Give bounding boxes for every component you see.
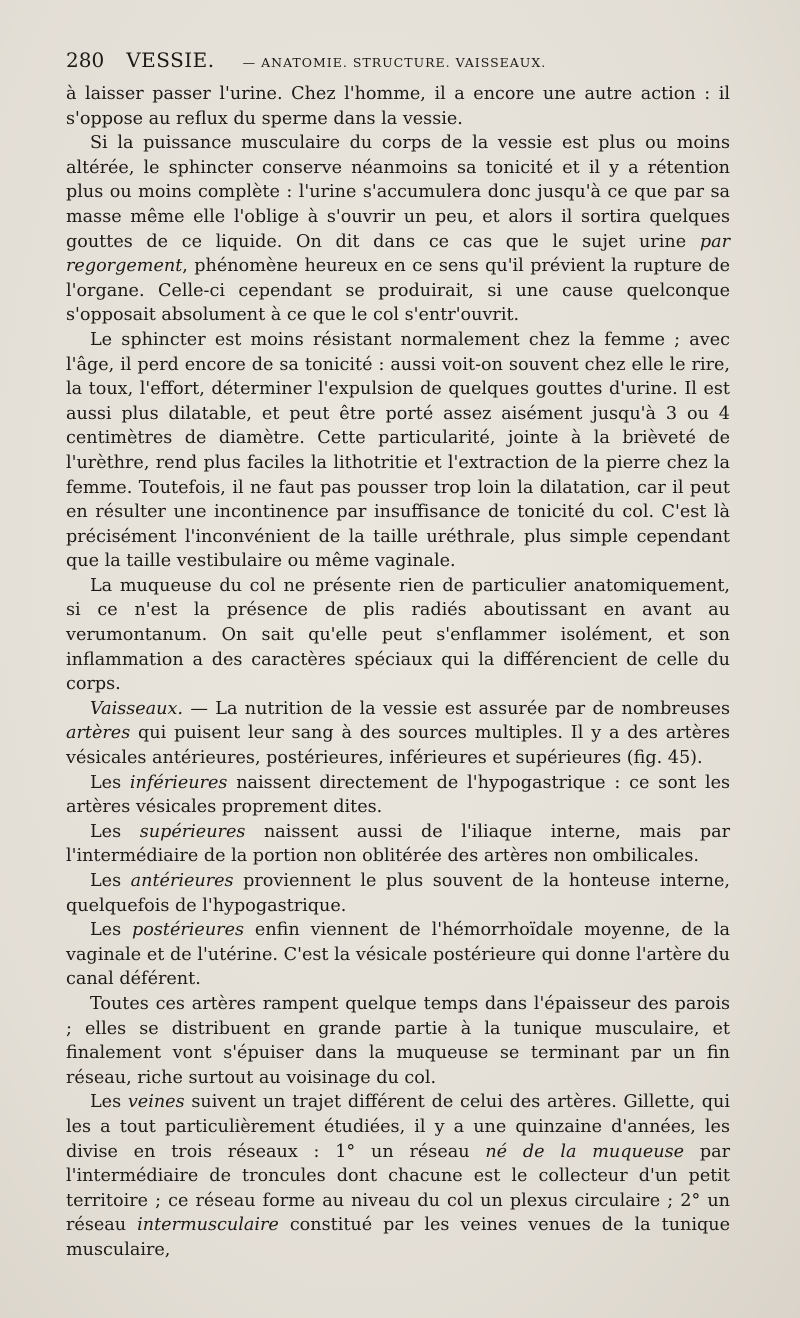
text-run: La muqueuse du col ne présente rien de particulier anatomiquement, si ce n'est la présence de plis radiés aboutissant en avant au verumontanum. On sait qu'elle peut s'enflammer isolément, et son inflammation a des caractères spéciaux qui la différencient de celle du corps.	[66, 575, 730, 695]
text-run: naissent aussi de l'iliaque interne, mais par l'intermédiaire de la portion non oblitérée des artères non ombilicales.	[66, 821, 730, 867]
text-run: naissent directement de l'hypogastrique : ce sont les artères vésicales proprement dites.	[66, 772, 731, 818]
text-run: — La nutrition de la vessie est assurée par de nombreuses	[183, 698, 730, 719]
text-run: proviennent le plus souvent de la honteuse interne, quelquefois de l'hypogastrique.	[66, 871, 731, 916]
page-number: 280	[66, 48, 105, 72]
text-run: Toutes ces artères rampent quelque temps dans l'épaisseur des parois ; elles se distribuent en grande partie à la tunique musculaire, et finalement vont s'épuiser dans la muqueuse se terminant par un fin réseau, riche surtout au voisinage du col.	[66, 993, 730, 1088]
paragraph	[66, 697, 730, 771]
text-run: Les	[90, 1092, 128, 1113]
running-title: VESSIE.	[126, 48, 215, 72]
text-run: Les	[90, 821, 140, 842]
text-run: suivent un trajet différent de celui des artères. Gillette, qui les a tout particulièrement étudiées, il y a une quinzaine d'années, les divise en trois réseaux : 1° un réseau	[66, 1092, 730, 1162]
italic-term: intermusculaire	[137, 1215, 279, 1236]
italic-term: postérieures	[132, 920, 245, 941]
text-run: Les	[90, 772, 130, 793]
text-run: Si la puissance musculaire du corps de la vessie est plus ou moins altérée, le sphincter conserve néanmoins sa tonicité et il y a rétention plus ou moins complète : l'urine s'accumulera donc jusqu'à ce que par sa masse même elle l'oblige à s'ouvrir un peu, et alors il sortira quelques gouttes de ce liquide. On dit dans ce cas que le sujet urine	[66, 133, 730, 252]
italic-term: veines	[127, 1092, 185, 1113]
italic-term: par regorgement	[66, 231, 730, 277]
text-run: par l'intermédiaire de troncules dont chacune est le collecteur d'un petit territoire ; ce réseau forme au niveau du col un plexus circulaire ; 2° un réseau	[66, 1141, 730, 1236]
paragraph	[66, 574, 730, 697]
italic-term: supérieures	[139, 821, 246, 842]
text-run: Les	[90, 871, 131, 891]
italic-term: Vaisseaux.	[90, 698, 184, 719]
paragraph	[66, 918, 730, 992]
text-run: Le sphincter est moins résistant normalement chez la femme ; avec l'âge, il perd encore de sa tonicité : aussi voit-on souvent chez elle le rire, la toux, l'effort, déterminer l'expulsion de quelques gouttes d'urine. Il est aussi plus dilatable, et peut être porté assez aisément jusqu'à 3 ou 4 centimètres de diamètre. Cette particularité, jointe à la brièveté de l'urèthre, rend plus faciles la lithotritie et l'extraction de la pierre chez la femme. Toutefois, il ne faut pas pousser trop loin la dilatation, car il peut en résulter une incontinence par insuffisance de tonicité du col. C'est là précisément l'inconvénient de la taille uréthrale, plus simple cependant que la taille vestibulaire ou même vaginale.	[66, 329, 730, 572]
text-run: constitué par les veines venues de la tunique musculaire,	[66, 1215, 730, 1260]
running-subtitle: — ANATOMIE. STRUCTURE. VAISSEAUX.	[242, 55, 547, 70]
italic-term: né de la muqueuse	[485, 1141, 685, 1162]
italic-term: inférieures	[129, 772, 228, 793]
italic-term: antérieures	[130, 871, 234, 891]
text-run: , phénomène heureux en ce sens qu'il prévient la rupture de l'organe. Celle-ci cependant se produirait, si une cause quelconque s'opposait absolument à ce que le col s'entr'ouvrit.	[66, 256, 730, 326]
running-head	[66, 48, 730, 82]
paragraph	[66, 820, 730, 869]
paragraph	[66, 992, 730, 1090]
text-run: qui puisent leur sang à des sources multiples. Il y a des artères vésicales antérieures, postérieures, inférieures et supérieures (fig. 45).	[66, 723, 730, 769]
text-run: Les	[90, 920, 133, 941]
body-text	[66, 82, 730, 1263]
italic-term: artères	[66, 723, 131, 744]
paragraph	[66, 771, 730, 820]
text-run: à laisser passer l'urine. Chez l'homme, il a encore une autre action : il s'oppose au reflux du sperme dans la vessie.	[66, 84, 730, 129]
paragraph	[66, 328, 730, 574]
paragraph	[66, 869, 730, 918]
paragraph	[66, 131, 730, 328]
paragraph	[66, 82, 730, 131]
paragraph	[66, 1090, 730, 1262]
text-run: enfin viennent de l'hémorrhoïdale moyenne, de la vaginale et de l'utérine. C'est la vésicale postérieure qui donne l'artère du canal déférent.	[66, 920, 731, 990]
